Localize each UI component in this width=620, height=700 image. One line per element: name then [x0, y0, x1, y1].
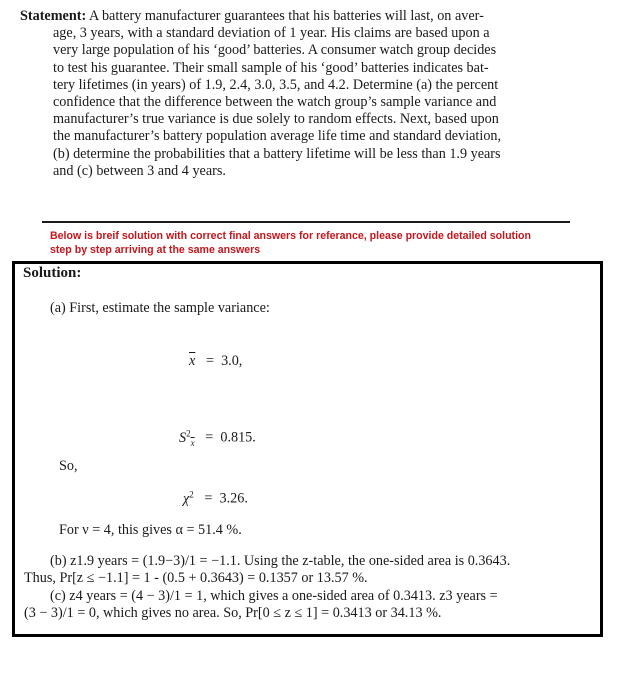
statement-line: the manufacturer’s battery population average life time and standard deviation,	[53, 128, 502, 145]
mean-equation: $\overline{x} = 3.0$,	[189, 353, 243, 369]
nu-alpha-line: For ν = 4, this gives α = 51.4 %.	[59, 522, 242, 538]
chi-squared-value: 3.26.	[219, 490, 248, 507]
part-c-line-2: (3 − 3)/1 = 0, which gives no area. So, Pr[0 ≤ z ≤ 1] = 0.3413 or 34.13 %.	[24, 605, 442, 621]
part-b-line-1: (b) z1.9 years = (1.9−3)/1 = −1.1. Using the z-table, the one-sided area is 0.3643.	[50, 553, 511, 569]
statement-line: to test his guarantee. Their small sample of his ‘good’ batteries indicates bat-	[53, 59, 489, 76]
statement-line: and (c) between 3 and 4 years.	[53, 162, 226, 179]
statement-line: age, 3 years, with a standard deviation of 1 year. His claims are based upon a	[53, 25, 490, 42]
note-line: step by step arriving at the same answers	[50, 244, 261, 256]
problem-statement	[20, 8, 572, 180]
variance-value: 0.815.	[220, 429, 256, 446]
statement-line: Statement: A battery manufacturer guarantees that his batteries will last, on aver-	[20, 8, 484, 24]
chi-squared-equation: $\chi^2 = 3.26$.	[183, 489, 248, 507]
part-a-intro: (a) First, estimate the sample variance:	[50, 300, 270, 316]
statement-line: tery lifetimes (in years) of 1.9, 2.4, 3.0, 3.5, and 4.2. Determine (a) the percent	[53, 76, 499, 93]
mean-value: 3.0,	[221, 353, 243, 369]
statement-line: very large population of his ‘good’ batteries. A consumer watch group decides	[53, 42, 497, 59]
variance-symbol: $S^2_{\overline{x}}$	[179, 428, 195, 448]
variance-equation: $S^2_{\overline{x}} = 0.815$.	[179, 428, 256, 448]
note-line: Below is breif solution with correct final answers for referance, please provide detailed solution	[50, 230, 531, 242]
statement-line: confidence that the difference between the watch group’s sample variance and	[53, 94, 497, 111]
part-c-line-1: (c) z4 years = (4 − 3)/1 = 1, which gives a one-sided area of 0.3413. z3 years =	[50, 588, 498, 604]
part-b-line-2: Thus, Pr[z ≤ −1.1] = 1 - (0.5 + 0.3643) = 0.1357 or 13.57 %.	[24, 570, 368, 586]
statement-line: (b) determine the probabilities that a battery lifetime will be less than 1.9 years	[53, 145, 501, 162]
xbar-symbol: $\overline{x}$	[189, 353, 196, 369]
chi-squared-symbol: $\chi^2$	[183, 489, 194, 507]
statement-line: manufacturer’s true variance is due solely to random effects. Next, based upon	[53, 111, 499, 128]
section-divider	[42, 221, 570, 223]
reference-note	[50, 229, 560, 257]
solution-box	[12, 261, 603, 637]
so-label: So,	[59, 458, 78, 474]
statement-label: Statement:	[20, 8, 87, 24]
solution-title: Solution:	[23, 265, 82, 281]
